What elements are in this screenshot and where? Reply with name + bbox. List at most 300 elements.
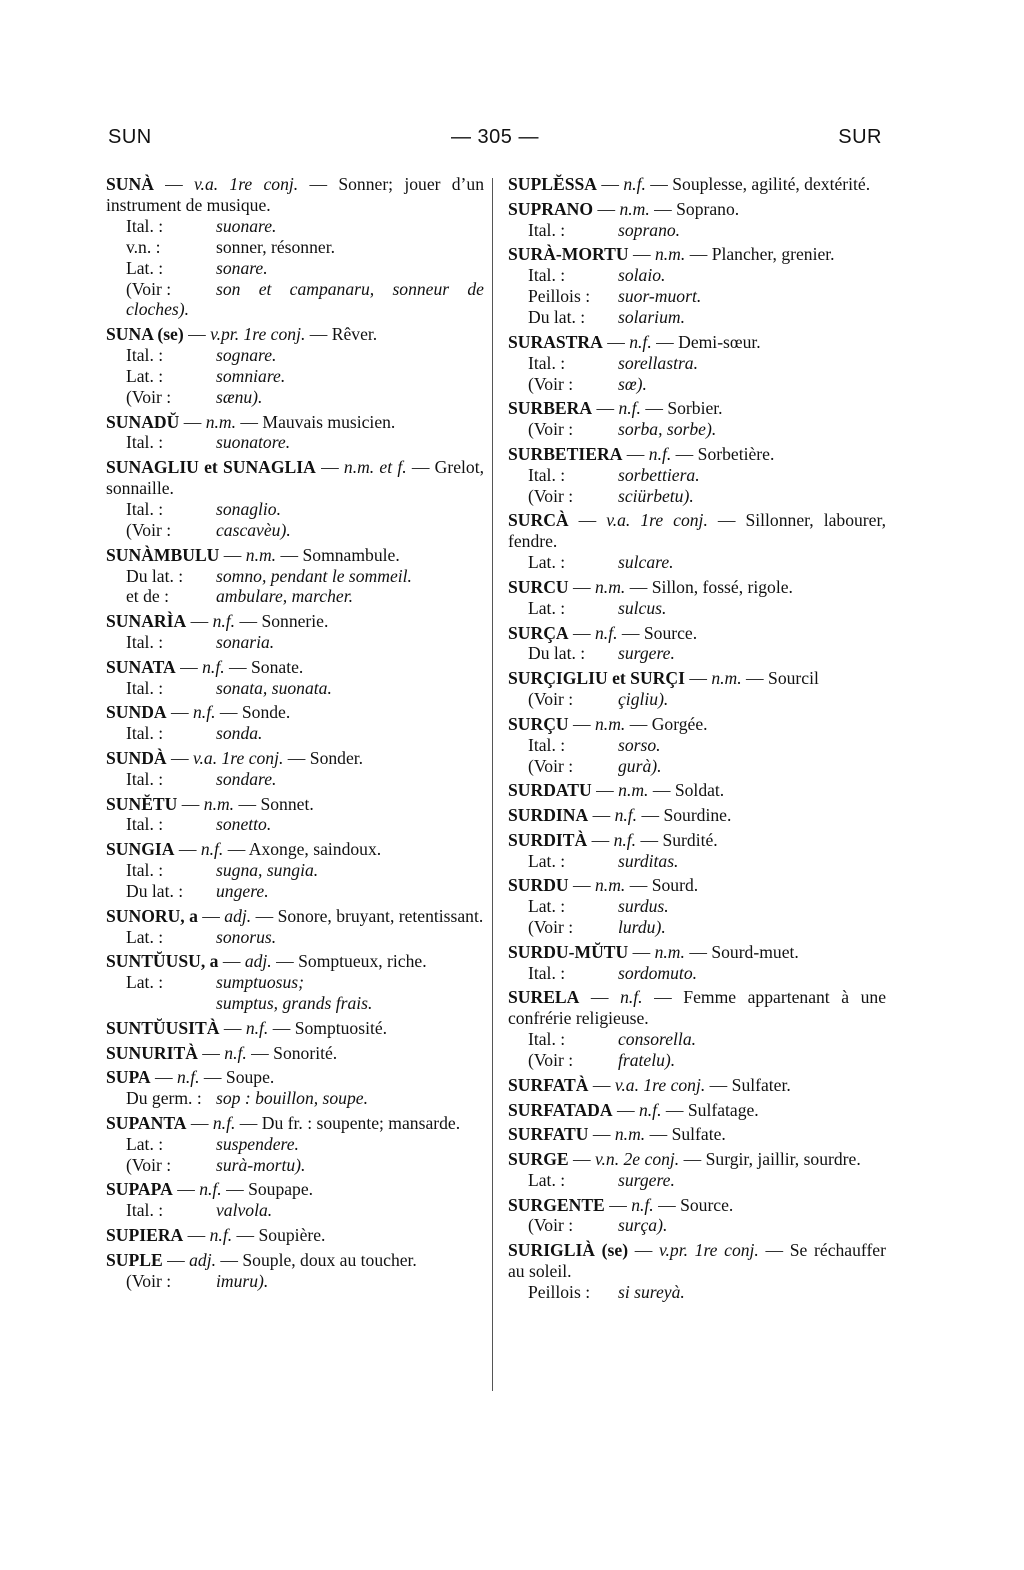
definition: Femme appartenant à une confrérie religieuse. <box>508 987 887 1029</box>
dictionary-entry: SURIGLIÀ (se) — v.pr. 1re conj. — Se réchauffer au soleil. Peillois : si sureyà. <box>508 1240 886 1302</box>
definition: Sourd. <box>651 875 699 896</box>
dictionary-entry: SUNDA — n.f. — Sonde. Ital. : sonda. <box>106 702 484 744</box>
dictionary-entry: SUPLE — adj. — Souple, doux au toucher. (Voir : imuru). <box>106 1250 484 1292</box>
etymology-line <box>106 566 484 587</box>
etymology-label: Lat. : <box>126 926 164 947</box>
etymology-value: sop : bouillon, soupe. <box>216 1088 368 1109</box>
dictionary-entry: SURFATÀ — v.a. 1re conj. — Sulfater. <box>508 1074 791 1095</box>
headword: SUNGIA <box>106 839 175 860</box>
etymology-line <box>508 643 886 664</box>
grammar-label: adj. <box>189 1249 216 1270</box>
dictionary-entry: SUNADŬ — n.m. — Mauvais musicien. Ital. : suonatore. <box>106 412 484 454</box>
page-header <box>108 126 882 160</box>
dictionary-entry: SURBERA — n.f. — Sorbier. (Voir : sorba, sorbe). <box>508 398 886 440</box>
dictionary-entry: SURÇA — n.f. — Source. Du lat. : surgere. <box>508 623 886 665</box>
etymology-value: imuru). <box>216 1270 269 1291</box>
dictionary-entry: SUPIERA — n.f. — Soupière. <box>106 1224 326 1245</box>
etymology-label: Lat. : <box>528 1169 566 1190</box>
etymology-value: sonaria. <box>216 632 275 653</box>
etymology-line <box>106 216 484 237</box>
grammar-label: n.f. <box>200 839 224 860</box>
dictionary-entry: SUPANTA — n.f. — Du fr. : soupente; mansarde. Lat. : suspendere. (Voir : surà-mortu). <box>106 1113 484 1176</box>
headword: SURDU <box>508 875 569 896</box>
etymology-value: sonner, résonner. <box>216 236 335 257</box>
etymology-value: sugna, sungia. <box>216 860 319 881</box>
dictionary-entry: SURÀ-MORTU — n.m. — Plancher, grenier. Ital. : solaio. Peillois : suor-muort. Du lat. : solarium. <box>508 244 886 328</box>
etymology-value: cascavèu). <box>216 519 291 540</box>
etymology-label: (Voir : <box>126 519 172 540</box>
etymology-label: (Voir : <box>528 755 574 776</box>
etymology-line <box>508 265 886 286</box>
definition: Sourdine. <box>663 804 732 825</box>
etymology-line <box>106 860 484 881</box>
definition: Surgir, jaillir, sourdre. <box>705 1148 861 1169</box>
etymology-value: sulcus. <box>618 597 667 618</box>
etymology-value: sondare. <box>216 768 277 789</box>
grammar-label: n.f. <box>202 656 225 677</box>
definition: Somnambule. <box>302 544 400 565</box>
etymology-value: suonare. <box>216 215 277 236</box>
grammar-label: n.m. et f. <box>343 457 407 478</box>
grammar-label: n.m. <box>614 1124 646 1145</box>
grammar-label: n.f. <box>638 1099 662 1120</box>
etymology-label: Ital. : <box>126 1200 164 1221</box>
etymology-line <box>106 1200 484 1221</box>
etymology-line <box>508 220 886 241</box>
etymology-line <box>508 1282 886 1303</box>
headword: SURÇA <box>508 622 569 643</box>
headword: SURÀ-MORTU <box>508 244 629 265</box>
etymology-label: Ital. : <box>126 345 164 366</box>
definition: Sonate. <box>251 656 304 677</box>
etymology-line <box>508 963 886 984</box>
etymology-value: sumptus, grands frais. <box>216 993 373 1014</box>
etymology-line <box>508 419 886 440</box>
dictionary-entry: SURCU — n.m. — Sillon, fossé, rigole. Lat. : sulcus. <box>508 577 886 619</box>
etymology-label: Lat. : <box>528 597 566 618</box>
dictionary-entry: SUNURITÀ — n.f. — Sonorité. <box>106 1042 338 1063</box>
etymology-value: sulcare. <box>618 552 674 573</box>
definition: Sonorité. <box>273 1042 338 1063</box>
left-column <box>106 174 484 1295</box>
dictionary-entry: SUPA — n.f. — Soupe. Du germ. : sop : bouillon, soupe. <box>106 1067 484 1109</box>
grammar-label: adj. <box>224 905 252 926</box>
dictionary-entry: SUNTŬUSITÀ — n.f. — Somptuosité. <box>106 1017 388 1038</box>
grammar-label: n.f. <box>614 804 638 825</box>
etymology-label: Lat. : <box>126 257 164 278</box>
etymology-line <box>106 993 484 1014</box>
grammar-label: v.a. 1re conj. <box>193 747 284 768</box>
etymology-label: (Voir : <box>126 1270 172 1291</box>
etymology-line <box>508 1029 886 1050</box>
headword: SUNTŬUSU, a <box>106 951 219 972</box>
definition: Sillon, fossé, rigole. <box>651 576 793 597</box>
etymology-label: Ital. : <box>528 265 566 286</box>
grammar-label: n.m. <box>618 780 649 801</box>
etymology-line <box>106 586 484 607</box>
etymology-value: surditas. <box>618 850 679 871</box>
etymology-label: Lat. : <box>126 1133 164 1154</box>
headword: SURGENTE <box>508 1194 605 1215</box>
definition: Souplesse, agilité, dextérité. <box>672 174 871 194</box>
etymology-value: sonare. <box>216 257 268 278</box>
etymology-line <box>508 896 886 917</box>
etymology-label: (Voir : <box>126 1154 172 1175</box>
grammar-label: n.f. <box>623 174 646 194</box>
etymology-value: suonatore. <box>216 432 291 453</box>
etymology-label: (Voir : <box>528 1215 574 1236</box>
column-divider <box>492 178 493 1391</box>
definition: Sulfate. <box>671 1124 726 1145</box>
etymology-line <box>106 520 484 541</box>
definition: Sillonner, labourer, fendre. <box>508 510 887 552</box>
etymology-label: Du germ. : <box>126 1088 202 1109</box>
etymology-value: son et campanaru, sonneur de cloches). <box>126 278 484 320</box>
etymology-label: Peillois : <box>528 286 591 307</box>
etymology-value: sonetto. <box>216 814 272 835</box>
dictionary-entry: SUNTŬUSU, a — adj. — Somptueux, riche. Lat. : sumptuosus; sumptus, grands frais. <box>106 951 484 1014</box>
etymology-value: sorbettiera. <box>618 464 700 485</box>
etymology-label: Du lat. : <box>126 565 184 586</box>
dictionary-entry: SURÇU — n.m. — Gorgée. Ital. : sorso. (Voir : gurà). <box>508 714 886 777</box>
etymology-value: sumptuosus; <box>216 972 304 993</box>
etymology-value: sognare. <box>216 345 277 366</box>
definition: Sonore, bruyant, retentissant. <box>277 905 484 926</box>
definition: Surdité. <box>662 829 718 850</box>
headword: SURFATADA <box>508 1099 613 1120</box>
headword: SURDU-MŬTU <box>508 941 629 962</box>
etymology-label: (Voir : <box>528 689 574 710</box>
etymology-line <box>106 1134 484 1155</box>
etymology-line <box>106 258 484 279</box>
etymology-line <box>106 769 484 790</box>
etymology-label: Lat. : <box>126 365 164 386</box>
etymology-line <box>106 1088 484 1109</box>
definition: Soupière. <box>258 1224 326 1245</box>
etymology-label: Ital. : <box>126 723 164 744</box>
etymology-line <box>106 972 484 993</box>
etymology-line <box>106 723 484 744</box>
headword: SUPLE <box>106 1249 163 1270</box>
etymology-label: Ital. : <box>528 352 566 373</box>
grammar-label: v.n. 2e conj. <box>595 1148 680 1169</box>
headword: SURDITÀ <box>508 829 588 850</box>
definition: Sulfatage. <box>687 1099 759 1120</box>
etymology-label: Ital. : <box>528 464 566 485</box>
etymology-value: suor-muort. <box>618 286 702 307</box>
etymology-value: sœ). <box>618 373 647 394</box>
etymology-label: Ital. : <box>126 768 164 789</box>
definition: Soprano. <box>676 198 740 219</box>
etymology-line <box>106 927 484 948</box>
etymology-label: Lat. : <box>528 552 566 573</box>
etymology-value: lurdu). <box>618 917 666 938</box>
etymology-line <box>106 279 484 321</box>
definition: Rêver. <box>331 324 378 345</box>
headword: SURFATÀ <box>508 1074 589 1095</box>
grammar-label: n.m. <box>595 576 626 597</box>
etymology-label: Ital. : <box>126 632 164 653</box>
definition: Soldat. <box>674 780 725 801</box>
dictionary-entry: SUNORU, a — adj. — Sonore, bruyant, retentissant. Lat. : sonorus. <box>106 905 484 947</box>
headword: SURDINA <box>508 804 589 825</box>
etymology-label: Ital. : <box>528 219 566 240</box>
etymology-value: suspendere. <box>216 1133 299 1154</box>
headword: SUNA (se) <box>106 324 184 345</box>
etymology-value: surça). <box>618 1215 668 1236</box>
etymology-line <box>508 756 886 777</box>
headword: SUNAGLIU et SUNAGLIA <box>106 457 316 478</box>
headword: SUNÀ <box>106 174 154 194</box>
headword: SURFATU <box>508 1124 589 1145</box>
etymology-label: Lat. : <box>126 972 164 993</box>
etymology-label: (Voir : <box>528 917 574 938</box>
definition: Source. <box>680 1194 734 1215</box>
etymology-value: sciürbetu). <box>618 485 694 506</box>
grammar-label: adj. <box>244 951 272 972</box>
etymology-line <box>106 1155 484 1176</box>
dictionary-entry: SUPRANO — n.m. — Soprano. Ital. : soprano. <box>508 199 886 241</box>
headword: SURCU <box>508 576 569 597</box>
etymology-line <box>106 814 484 835</box>
dictionary-entry: SURASTRA — n.f. — Demi-sœur. Ital. : sorellastra. (Voir : sœ). <box>508 332 886 395</box>
etymology-line <box>508 353 886 374</box>
etymology-line <box>508 486 886 507</box>
grammar-label: v.a. 1re conj. <box>614 1074 706 1095</box>
definition: Soupape. <box>248 1179 314 1200</box>
grammar-label: n.f. <box>209 1224 233 1245</box>
grammar-label: n.f. <box>620 987 643 1008</box>
grammar-label: n.f. <box>629 331 652 352</box>
grammar-label: n.f. <box>199 1179 222 1200</box>
definition: Demi-sœur. <box>678 331 761 352</box>
grammar-label: n.m. <box>245 544 277 565</box>
grammar-label: n.f. <box>595 622 618 643</box>
etymology-value: sonda. <box>216 723 263 744</box>
dictionary-entry: SURDU — n.m. — Sourd. Lat. : surdus. (Voir : lurdu). <box>508 875 886 938</box>
definition: Sorbier. <box>667 398 723 419</box>
grammar-label: v.pr. 1re conj. <box>210 324 306 345</box>
grammar-label: v.a. 1re conj. <box>606 510 708 531</box>
etymology-value: surà-mortu). <box>216 1154 306 1175</box>
definition: Sonder. <box>309 747 364 768</box>
etymology-label: (Voir : <box>528 419 574 440</box>
definition: Sonnerie. <box>261 611 329 632</box>
etymology-line <box>106 432 484 453</box>
headword: SURIGLIÀ (se) <box>508 1240 629 1261</box>
dictionary-entry: SURDITÀ — n.f. — Surdité. Lat. : surditas. <box>508 830 886 872</box>
grammar-label: n.f. <box>648 443 672 464</box>
etymology-label: Ital. : <box>126 498 164 519</box>
headword: SUNORU, a <box>106 905 198 926</box>
etymology-label: (Voir : <box>126 278 172 299</box>
definition: Souple, doux au toucher. <box>242 1249 417 1270</box>
etymology-label: Ital. : <box>528 962 566 983</box>
definition: Sulfater. <box>731 1074 791 1095</box>
grammar-label: n.f. <box>177 1067 200 1088</box>
dictionary-entry: SURDU-MŬTU — n.m. — Sourd-muet. Ital. : sordomuto. <box>508 942 886 984</box>
etymology-value: valvola. <box>216 1200 273 1221</box>
etymology-value: somniare. <box>216 365 286 386</box>
headword: SURELA <box>508 987 580 1008</box>
etymology-label: Ital. : <box>126 215 164 236</box>
definition: Sourcil <box>768 668 819 689</box>
dictionary-entry: SURFATU — n.m. — Sulfate. <box>508 1124 726 1145</box>
header-left-guide-word: SUN <box>108 126 152 148</box>
definition: Plancher, grenier. <box>711 244 835 265</box>
etymology-value: surgere. <box>618 643 675 664</box>
definition: Sonde. <box>241 702 291 723</box>
dictionary-entry: SURDATU — n.m. — Soldat. <box>508 780 725 801</box>
etymology-line <box>508 1050 886 1071</box>
headword: SUNURITÀ <box>106 1042 198 1063</box>
dictionary-entry: SUNĔTU — n.m. — Sonnet. Ital. : sonetto. <box>106 794 484 836</box>
right-column <box>508 174 886 1307</box>
grammar-label: n.f. <box>193 702 216 723</box>
page-number: — 305 — <box>451 126 539 148</box>
grammar-label: n.m. <box>205 411 237 432</box>
etymology-value: sonorus. <box>216 926 277 947</box>
grammar-label: v.a. 1re conj. <box>194 174 299 194</box>
etymology-value: sordomuto. <box>618 962 698 983</box>
etymology-label: Du lat. : <box>528 307 586 328</box>
headword: SURGE <box>508 1148 569 1169</box>
dictionary-entry: SURFATADA — n.f. — Sulfatage. <box>508 1099 759 1120</box>
etymology-value: surdus. <box>618 896 669 917</box>
etymology-label: Ital. : <box>126 432 164 453</box>
etymology-label: Ital. : <box>126 860 164 881</box>
grammar-label: n.m. <box>619 198 650 219</box>
definition: Sourd-muet. <box>711 941 799 962</box>
etymology-label: (Voir : <box>528 485 574 506</box>
etymology-label: (Voir : <box>126 386 172 407</box>
etymology-value: sorso. <box>618 734 661 755</box>
dictionary-entry: SUNARÌA — n.f. — Sonnerie. Ital. : sonaria. <box>106 611 484 653</box>
headword: SUNDA <box>106 702 167 723</box>
dictionary-entry: SUNATA — n.f. — Sonate. Ital. : sonata, suonata. <box>106 657 484 699</box>
etymology-line <box>508 374 886 395</box>
grammar-label: n.m. <box>595 875 626 896</box>
etymology-line <box>106 345 484 366</box>
grammar-label: n.f. <box>631 1194 654 1215</box>
dictionary-entry: SUNAGLIU et SUNAGLIA — n.m. et f. — Grelot, sonnaille. Ital. : sonaglio. (Voir : cascavèu). <box>106 457 484 540</box>
grammar-label: n.m. <box>711 668 742 689</box>
headword: SURASTRA <box>508 331 603 352</box>
dictionary-entry: SUPAPA — n.f. — Soupape. Ital. : valvola. <box>106 1179 484 1221</box>
etymology-label: Du lat. : <box>528 643 586 664</box>
etymology-value: sonaglio. <box>216 498 282 519</box>
etymology-label: Du lat. : <box>126 880 184 901</box>
etymology-label: (Voir : <box>528 373 574 394</box>
etymology-value: somno, pendant le sommeil. <box>216 565 412 586</box>
etymology-line <box>508 465 886 486</box>
headword: SUPANTA <box>106 1112 187 1133</box>
dictionary-entry: SURDINA — n.f. — Sourdine. <box>508 804 732 825</box>
headword: SURDATU <box>508 780 592 801</box>
definition: Sonner; jouer d’un instrument de musique. <box>106 174 485 215</box>
definition: Axonge, saindoux. <box>248 839 382 860</box>
etymology-line <box>106 387 484 408</box>
definition: — Grelot, sonnaille. <box>106 457 484 499</box>
headword: SUPRANO <box>508 198 594 219</box>
etymology-line <box>106 632 484 653</box>
definition: Mauvais musicien. <box>262 411 396 432</box>
etymology-line <box>508 598 886 619</box>
etymology-value: solaio. <box>618 265 666 286</box>
dictionary-entry: SUPLĔSSA — n.f. — Souplesse, agilité, dextérité. <box>508 174 871 194</box>
etymology-value: sorba, sorbe). <box>618 419 717 440</box>
headword: SUPAPA <box>106 1179 173 1200</box>
header-right-guide-word: SUR <box>838 126 882 148</box>
etymology-line <box>106 366 484 387</box>
headword: SUNARÌA <box>106 611 187 632</box>
dictionary-entry: SURGENTE — n.f. — Source. (Voir : surça). <box>508 1195 886 1237</box>
definition: Somptuosité. <box>294 1017 388 1038</box>
etymology-line <box>508 735 886 756</box>
headword: SUPIERA <box>106 1224 184 1245</box>
etymology-line <box>106 881 484 902</box>
grammar-label: n.m. <box>654 244 686 265</box>
definition: Somptueux, riche. <box>298 951 427 972</box>
etymology-value: sorellastra. <box>618 352 698 373</box>
etymology-line <box>508 286 886 307</box>
grammar-label: n.m. <box>654 941 685 962</box>
headword: SURÇU <box>508 713 569 734</box>
etymology-value: si sureyà. <box>618 1281 685 1302</box>
etymology-label: Ital. : <box>528 1029 566 1050</box>
definition: Soupe. <box>225 1067 275 1088</box>
dictionary-entry: SUNÀ — v.a. 1re conj. — Sonner; jouer d’un instrument de musique. Ital. : suonare. v.n. : sonner, résonner. Lat. : sonare. (Voir : son et campanaru, sonneur de cloches). <box>106 174 485 320</box>
headword: SUNĔTU <box>106 793 178 814</box>
grammar-label: n.f. <box>618 398 641 419</box>
etymology-value: soprano. <box>618 219 681 240</box>
headword: SUNDÀ <box>106 747 167 768</box>
grammar-label: n.f. <box>212 1112 236 1133</box>
grammar-label: v.pr. 1re conj. <box>659 1240 759 1261</box>
etymology-label: v.n. : <box>126 236 161 257</box>
etymology-label: Ital. : <box>126 677 164 698</box>
etymology-value: solarium. <box>618 307 685 328</box>
grammar-label: n.m. <box>595 713 626 734</box>
headword: SUNADŬ <box>106 411 180 432</box>
etymology-line <box>508 1170 886 1191</box>
dictionary-entry: SURÇIGLIU et SURÇI — n.m. — Sourcil (Voir : çigliu). <box>508 668 886 710</box>
headword: SUNÀMBULU <box>106 544 220 565</box>
headword: SUNATA <box>106 656 176 677</box>
headword: SUNTŬUSITÀ <box>106 1017 220 1038</box>
dictionary-entry: SURELA — n.f. — Femme appartenant à une confrérie religieuse. Ital. : consorella. (Voir : fratelu). <box>508 987 887 1071</box>
dictionary-entry: SURCÀ — v.a. 1re conj. — Sillonner, labourer, fendre. Lat. : sulcare. <box>508 510 887 573</box>
definition: Sonnet. <box>260 793 314 814</box>
etymology-line <box>106 678 484 699</box>
definition: Sorbetière. <box>697 443 775 464</box>
dictionary-entry: SUNGIA — n.f. — Axonge, saindoux. Ital. : sugna, sungia. Du lat. : ungere. <box>106 839 484 902</box>
etymology-line <box>106 499 484 520</box>
headword: SURBERA <box>508 398 593 419</box>
etymology-line <box>508 552 886 573</box>
etymology-value: sonata, suonata. <box>216 677 332 698</box>
headword: SUPA <box>106 1067 151 1088</box>
headword: SURCÀ <box>508 510 569 531</box>
etymology-label: Lat. : <box>528 850 566 871</box>
etymology-value: çigliu). <box>618 689 669 710</box>
headword: SURÇIGLIU et SURÇI <box>508 668 685 689</box>
definition: Source. <box>643 622 698 643</box>
etymology-label: (Voir : <box>528 1050 574 1071</box>
dictionary-entry: SUNDÀ — v.a. 1re conj. — Sonder. Ital. : sondare. <box>106 748 484 790</box>
grammar-label: n.m. <box>203 793 235 814</box>
etymology-line <box>508 1215 886 1236</box>
